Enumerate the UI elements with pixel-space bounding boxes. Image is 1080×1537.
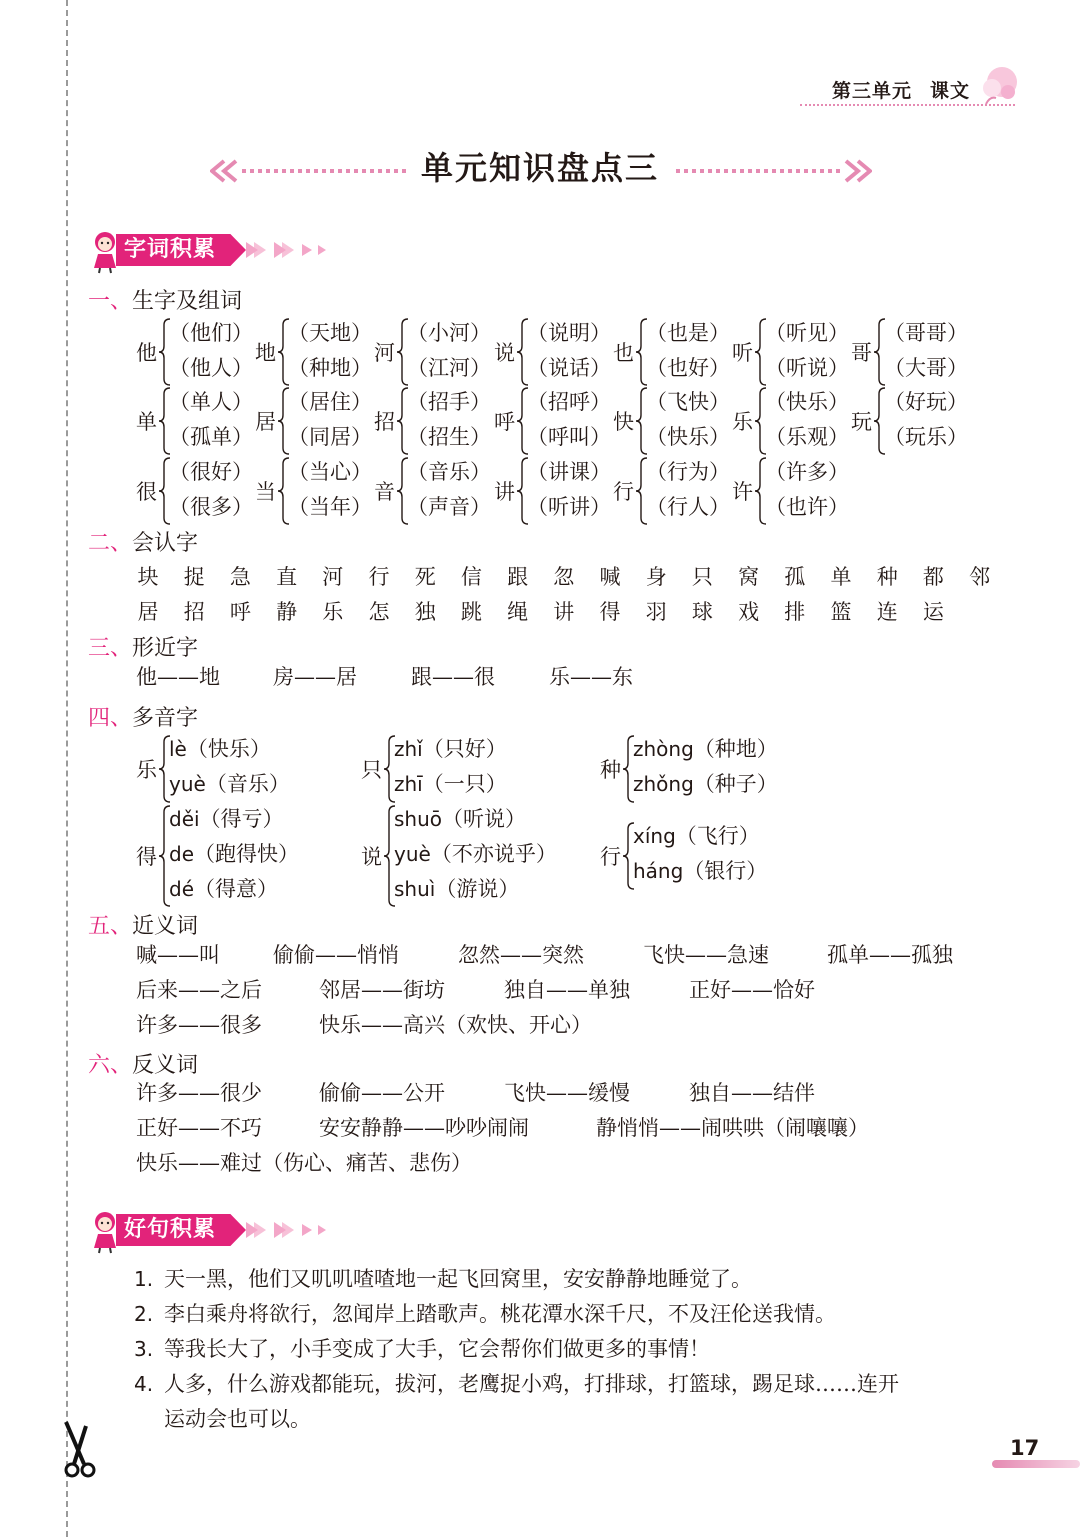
recognize-char: 讲	[553, 600, 575, 624]
pinyin: dé	[169, 877, 194, 901]
word-group-word: （说明）	[527, 321, 611, 345]
recognize-char: 乐	[322, 600, 344, 624]
chevrons-icon	[244, 240, 334, 260]
polyphone-reading	[394, 768, 507, 798]
polyphone-char: 种	[600, 758, 621, 782]
polyphone-reading	[394, 838, 557, 868]
recognize-char: 羽	[645, 600, 667, 624]
sentence-text: 天一黑，他们又叽叽喳喳地一起飞回窝里，安安静静地睡觉了。	[164, 1267, 752, 1291]
title-block	[0, 143, 1080, 199]
recognize-char: 河	[322, 565, 344, 589]
polyphone-reading	[633, 855, 767, 885]
section-2-heading: 二、会认字	[88, 531, 199, 556]
word-group-word: （乐观）	[765, 425, 849, 449]
similar-pair: 他——地	[136, 665, 220, 689]
sentence-number: 3.	[134, 1337, 154, 1361]
recognize-char: 都	[922, 565, 944, 589]
polyphone-word: （只好）	[422, 737, 507, 761]
word-group-word: （好玩）	[884, 390, 968, 414]
polyphone-word: （一只）	[422, 772, 507, 796]
antonym-pair: 飞快——缓慢	[504, 1081, 630, 1105]
polyphone-reading	[394, 733, 507, 763]
polyphone-word: （飞行）	[675, 824, 760, 848]
recognize-char: 块	[137, 565, 159, 589]
polyphone-word: （得亏）	[199, 807, 284, 831]
recognize-char: 排	[784, 600, 806, 624]
pinyin: zhī	[394, 772, 423, 796]
word-group-char: 音	[374, 480, 395, 504]
sentence-number: 4.	[134, 1372, 154, 1396]
pinyin: de	[169, 842, 194, 866]
recognize-char: 得	[599, 600, 621, 624]
sentence-text: 运动会也可以。	[164, 1407, 311, 1431]
recognize-char: 戏	[738, 600, 760, 624]
recognize-char: 只	[691, 565, 713, 589]
word-group-word: （讲课）	[527, 460, 611, 484]
polyphone-reading	[633, 820, 760, 850]
page-number-bar	[992, 1460, 1080, 1468]
sentence-item	[134, 1368, 899, 1398]
word-group-word: （居住）	[288, 390, 372, 414]
word-group-word: （玩乐）	[884, 425, 968, 449]
polyphone-reading	[169, 733, 271, 763]
polyphone-reading	[633, 768, 778, 798]
word-group-word: （听讲）	[527, 495, 611, 519]
antonym-pair: 静悄悄——闹哄哄（闹嚷嚷）	[596, 1116, 869, 1140]
section-5-heading: 五、近义词	[88, 914, 199, 939]
synonym-pair: 邻居——街坊	[319, 978, 445, 1002]
recognize-char: 居	[137, 600, 159, 624]
recognize-char: 连	[876, 600, 898, 624]
word-group-word: （很好）	[169, 460, 253, 484]
polyphone-word: （音乐）	[205, 772, 290, 796]
recognize-char: 篮	[830, 600, 852, 624]
word-group-word: （单人）	[169, 390, 253, 414]
word-group-word: （江河）	[407, 356, 491, 380]
word-group-word: （招生）	[407, 425, 491, 449]
word-group-word: （快乐）	[646, 425, 730, 449]
double-chevron-right-icon	[672, 157, 872, 185]
recognize-char: 喊	[599, 565, 621, 589]
polyphone-reading	[394, 803, 526, 833]
polyphone-char: 乐	[136, 758, 157, 782]
recognize-char: 行	[368, 565, 390, 589]
similar-pair: 房——居	[273, 665, 357, 689]
word-group-char: 乐	[732, 410, 753, 434]
word-group-word: （行为）	[646, 460, 730, 484]
sentence-number: 1.	[134, 1267, 154, 1291]
polyphone-reading	[169, 803, 284, 833]
section-4-heading: 四、多音字	[88, 706, 199, 731]
pinyin: yuè	[394, 842, 431, 866]
word-group-word: （听见）	[765, 321, 849, 345]
flower-icon	[978, 64, 1020, 108]
sentence-number: 2.	[134, 1302, 154, 1326]
polyphone-word: （银行）	[683, 859, 768, 883]
antonym-pair: 正好——不巧	[136, 1116, 262, 1140]
word-group-char: 河	[374, 341, 395, 365]
recognize-char: 绳	[507, 600, 529, 624]
section-1-heading: 一、生字及组词	[88, 289, 243, 314]
header-unit: 第三单元	[831, 80, 912, 102]
word-group-char: 招	[374, 410, 395, 434]
synonym-pair: 正好——恰好	[689, 978, 815, 1002]
word-group-char: 哥	[851, 341, 872, 365]
word-group-char: 单	[136, 410, 157, 434]
page-number: 17	[1010, 1436, 1040, 1460]
section-6-heading: 六、反义词	[88, 1053, 199, 1078]
word-group-word: （也好）	[646, 356, 730, 380]
polyphone-word: （游说）	[435, 877, 520, 901]
antonym-pair: 快乐——难过（伤心、痛苦、悲伤）	[136, 1151, 472, 1175]
polyphone-char: 只	[361, 758, 382, 782]
word-group-word: （孤单）	[169, 425, 253, 449]
word-group-word: （很多）	[169, 495, 253, 519]
sentence-text: 李白乘舟将欲行，忽闻岸上踏歌声。桃花潭水深千尺，不及汪伦送我情。	[164, 1302, 836, 1326]
recognize-char: 独	[414, 600, 436, 624]
sentence-item	[134, 1298, 836, 1328]
word-group-char: 听	[732, 341, 753, 365]
recognize-char: 单	[830, 565, 852, 589]
word-group-word: （哥哥）	[884, 321, 968, 345]
polyphone-reading	[169, 873, 278, 903]
synonym-pair: 偷偷——悄悄	[273, 943, 399, 967]
word-group-word: （同居）	[288, 425, 372, 449]
similar-pair: 跟——很	[411, 665, 495, 689]
pinyin: háng	[633, 859, 684, 883]
recognize-char: 孤	[784, 565, 806, 589]
word-group-char: 呼	[494, 410, 515, 434]
recognize-char: 直	[276, 565, 298, 589]
polyphone-word: （得意）	[194, 877, 278, 901]
banner-sentences-label: 好句积累	[124, 1217, 217, 1242]
recognize-char: 静	[276, 600, 298, 624]
synonym-pair: 独自——单独	[504, 978, 630, 1002]
word-group-word: （音乐）	[407, 460, 491, 484]
antonym-pair: 独自——结伴	[689, 1081, 815, 1105]
polyphone-word: （种子）	[693, 772, 778, 796]
antonym-pair: 偷偷——公开	[319, 1081, 445, 1105]
antonym-pair: 安安静静——吵吵闹闹	[319, 1116, 529, 1140]
polyphone-word: （快乐）	[186, 737, 271, 761]
recognize-char: 信	[460, 565, 482, 589]
polyphone-char: 说	[361, 845, 382, 869]
header-section: 课文	[929, 80, 970, 102]
recognize-char: 忽	[553, 565, 575, 589]
word-group-char: 也	[613, 341, 634, 365]
synonym-pair: 孤单——孤独	[827, 943, 953, 967]
recognize-char: 邻	[969, 565, 991, 589]
recognize-char: 跟	[507, 565, 529, 589]
pinyin: yuè	[169, 772, 206, 796]
pinyin: zhǒng	[633, 772, 694, 796]
page-title: 单元知识盘点三	[420, 149, 659, 187]
recognize-char: 呼	[229, 600, 251, 624]
recognize-char: 跳	[460, 600, 482, 624]
pinyin: děi	[169, 807, 200, 831]
word-group-word: （招呼）	[527, 390, 611, 414]
section-3-heading: 三、形近字	[88, 636, 199, 661]
word-group-word: （他们）	[169, 321, 253, 345]
synonym-pair: 后来——之后	[136, 978, 262, 1002]
polyphone-reading	[169, 838, 299, 868]
word-group-word: （许多）	[765, 460, 849, 484]
word-group-char: 许	[732, 480, 753, 504]
word-group-char: 当	[255, 480, 276, 504]
polyphone-reading	[633, 733, 778, 763]
recognize-char: 急	[229, 565, 251, 589]
recognize-char: 窝	[738, 565, 760, 589]
cut-line	[66, 0, 68, 1537]
recognize-char: 身	[645, 565, 667, 589]
word-group-word: （听说）	[765, 356, 849, 380]
pinyin: zhǐ	[394, 737, 423, 761]
recognize-char: 怎	[368, 600, 390, 624]
word-group-word: （当心）	[288, 460, 372, 484]
polyphone-char: 得	[136, 845, 157, 869]
word-group-char: 说	[494, 341, 515, 365]
word-group-word: （呼叫）	[527, 425, 611, 449]
chevrons-icon	[244, 1220, 334, 1240]
word-group-char: 行	[613, 480, 634, 504]
polyphone-char: 行	[600, 845, 621, 869]
word-group-char: 快	[613, 410, 634, 434]
word-group-word: （种地）	[288, 356, 372, 380]
recognize-char: 招	[183, 600, 205, 624]
header-tag	[832, 76, 970, 103]
banner-words	[88, 228, 338, 274]
word-group-word: （飞快）	[646, 390, 730, 414]
synonym-pair: 快乐——高兴（欢快、开心）	[319, 1013, 592, 1037]
synonym-pair: 飞快——急速	[643, 943, 769, 967]
sentence-item	[134, 1403, 311, 1433]
word-group-word: （他人）	[169, 356, 253, 380]
word-group-word: （招手）	[407, 390, 491, 414]
pinyin: zhòng	[633, 737, 694, 761]
pinyin: shuō	[394, 807, 443, 831]
pinyin: xíng	[633, 824, 676, 848]
sentence-item	[134, 1263, 752, 1293]
synonym-pair: 喊——叫	[136, 943, 220, 967]
word-group-word: （说话）	[527, 356, 611, 380]
word-group-word: （大哥）	[884, 356, 968, 380]
polyphone-word: （种地）	[693, 737, 778, 761]
pinyin: lè	[169, 737, 187, 761]
antonym-pair: 许多——很少	[136, 1081, 262, 1105]
recognize-char: 运	[922, 600, 944, 624]
word-group-word: （小河）	[407, 321, 491, 345]
word-group-char: 很	[136, 480, 157, 504]
word-group-word: （快乐）	[765, 390, 849, 414]
word-group-word: （声音）	[407, 495, 491, 519]
recognize-char: 捉	[183, 565, 205, 589]
recognize-char: 种	[876, 565, 898, 589]
polyphone-word: （跑得快）	[194, 842, 299, 866]
recognize-char: 球	[691, 600, 713, 624]
synonym-pair: 许多——很多	[136, 1013, 262, 1037]
word-group-word: （行人）	[646, 495, 730, 519]
sentence-text: 人多，什么游戏都能玩，拔河，老鹰捉小鸡，打排球，打篮球，踢足球……连开	[164, 1372, 899, 1396]
sentence-item	[134, 1333, 710, 1363]
word-group-char: 讲	[494, 480, 515, 504]
similar-pair: 乐——东	[549, 665, 633, 689]
polyphone-word: （听说）	[442, 807, 527, 831]
word-group-char: 地	[255, 341, 276, 365]
scissors-icon	[60, 1420, 100, 1480]
word-group-word: （天地）	[288, 321, 372, 345]
word-group-word: （也是）	[646, 321, 730, 345]
recognize-char: 死	[414, 565, 436, 589]
word-group-word: （当年）	[288, 495, 372, 519]
polyphone-word: （不亦说乎）	[430, 842, 557, 866]
polyphone-reading	[394, 873, 519, 903]
banner-words-label: 字词积累	[124, 237, 217, 262]
word-group-char: 玩	[851, 410, 872, 434]
banner-sentences	[88, 1208, 338, 1254]
sentence-text: 等我长大了，小手变成了大手，它会帮你们做更多的事情！	[164, 1337, 710, 1361]
word-group-char: 居	[255, 410, 276, 434]
pinyin: shuì	[394, 877, 436, 901]
word-group-char: 他	[136, 341, 157, 365]
synonym-pair: 忽然——突然	[458, 943, 584, 967]
word-group-word: （也许）	[765, 495, 849, 519]
polyphone-reading	[169, 768, 290, 798]
